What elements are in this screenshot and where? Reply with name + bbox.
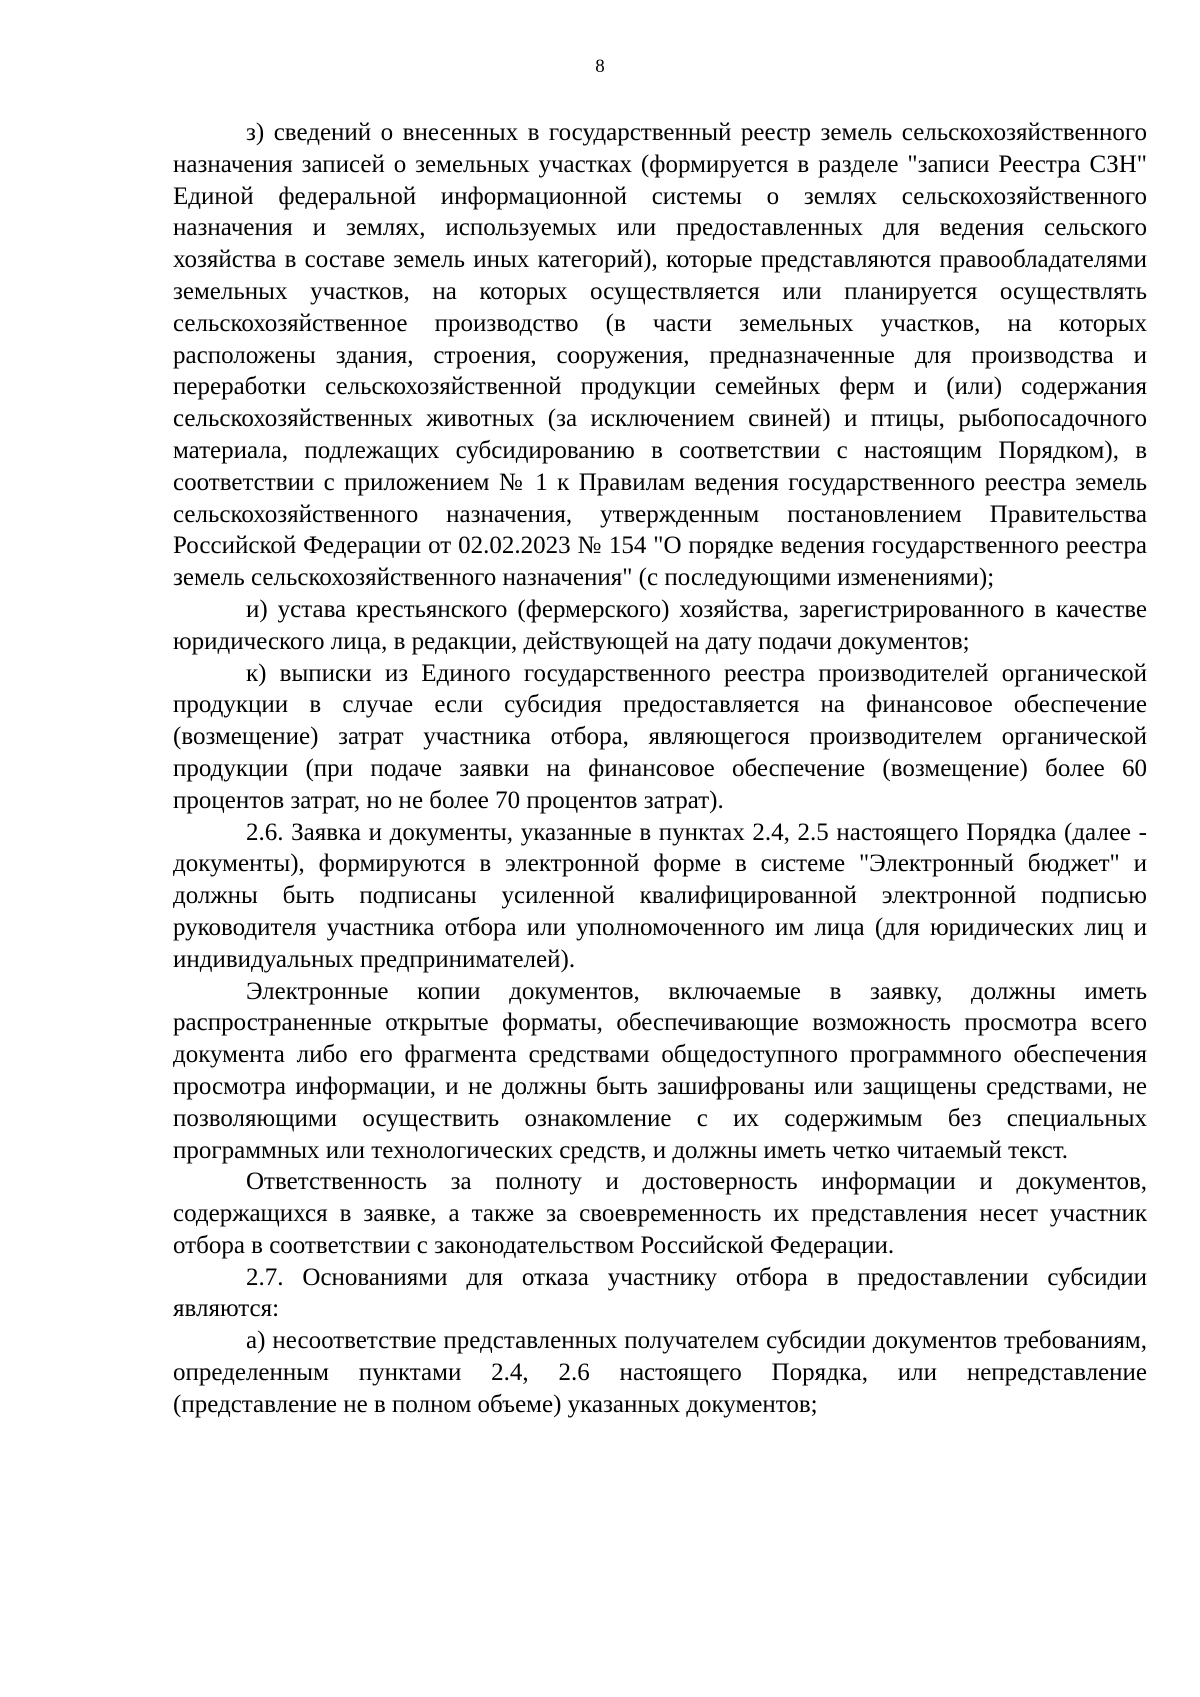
paragraph-subitem-k: к) выписки из Единого государственного реестра производителей органической продукции в случае если субсидия предоставляется на финансовое обеспечение (возмещение) затрат участника отбора, являющегося производителем органической продукции (при подаче заявки на финансовое обеспечение (возмещение) более 60 процентов затрат, но не более 70 процентов затрат).: [173, 659, 1147, 814]
document-body: [173, 117, 1147, 1421]
paragraph-electronic-copies: Электронные копии документов, включаемые в заявку, должны иметь распространенные открытые форматы, обеспечивающие возможность просмотра всего документа либо его фрагмента средствами общедоступного программного обеспечения просмотра информации, и не должны быть зашифрованы или защищены средствами, не позволяющими осуществить ознакомление с их содержимым без специальных программных или технологических средств, и должны иметь четко читаемый текст.: [173, 977, 1147, 1164]
paragraph-subitem-i: и) устава крестьянского (фермерского) хозяйства, зарегистрированного в качестве юридического лица, в редакции, действующей на дату подачи документов;: [173, 595, 1147, 655]
page-number: 8: [595, 56, 605, 77]
paragraph-subitem-z: з) сведений о внесенных в государственный реестр земель сельскохозяйственного назначения записей о земельных участках (формируется в разделе "записи Реестра СЗН" Единой федеральной информационной системы о землях сельскохозяйственного назначения и землях, используемых или предоставленных для ведения сельского хозяйства в составе земель иных категорий), которые представляются правообладателями земельных участков, на которых осуществляется или планируется осуществлять сельскохозяйственное производство (в части земельных участков, на которых расположены здания, строения, сооружения, предназначенные для производства и переработки сельскохозяйственной продукции семейных ферм и (или) содержания сельскохозяйственных животных (за исключением свиней) и птицы, рыбопосадочного материала, подлежащих субсидированию в соответствии с настоящим Порядком), в соответствии с приложением № 1 к Правилам ведения государственного реестра земель сельскохозяйственного назначения, утвержденным постановлением Правительства Российской Федерации от 02.02.2023 № 154 "О порядке ведения государственного реестра земель сельскохозяйственного назначения" (с последующими изменениями);: [173, 119, 1147, 592]
paragraph-responsibility: Ответственность за полноту и достоверность информации и документов, содержащихся в заявке, а также за своевременность их представления несет участник отбора в соответствии с законодательством Российской Федерации.: [173, 1168, 1147, 1259]
paragraph-clause-2-7: 2.7. Основаниями для отказа участнику отбора в предоставлении субсидии являются:: [173, 1263, 1147, 1323]
paragraph-clause-2-6: 2.6. Заявка и документы, указанные в пунктах 2.4, 2.5 настоящего Порядка (далее - документы), формируются в электронной форме в системе "Электронный бюджет" и должны быть подписаны усиленной квалифицированной электронной подписью руководителя участника отбора или уполномоченного им лица (для юридических лиц и индивидуальных предпринимателей).: [173, 818, 1147, 973]
paragraph-subitem-a: а) несоответствие представленных получателем субсидии документов требованиям, определенным пунктами 2.4, 2.6 настоящего Порядка, или непредставление (представление не в полном объеме) указанных документов;: [173, 1327, 1147, 1418]
